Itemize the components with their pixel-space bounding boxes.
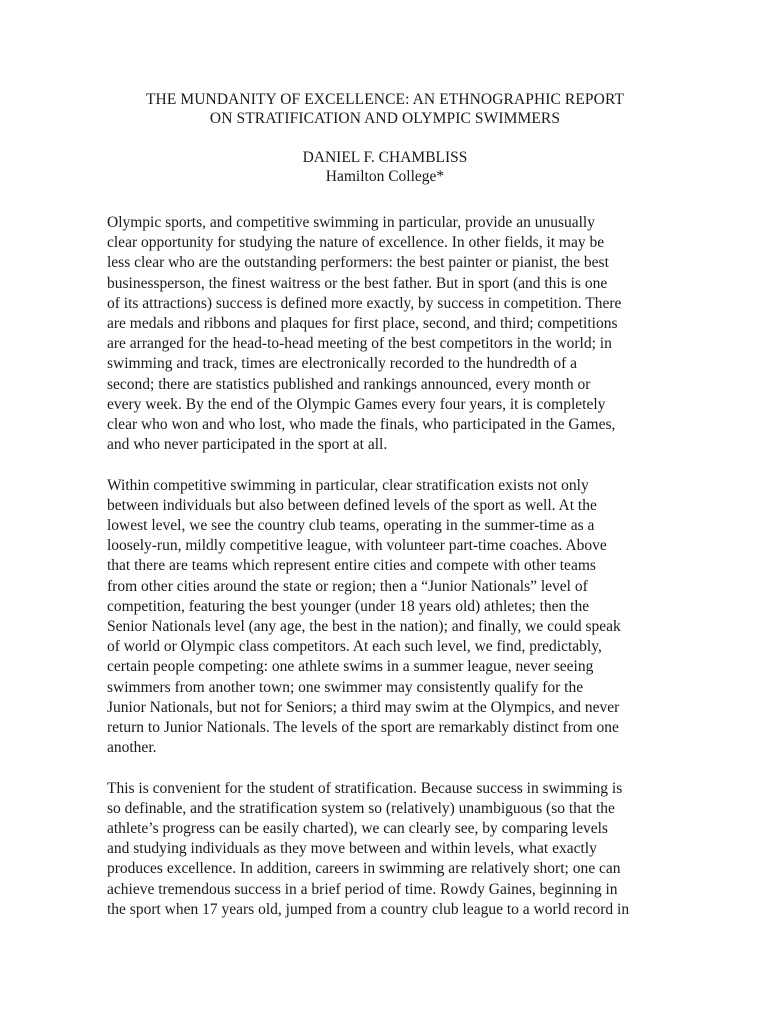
text-line: return to Junior Nationals. The levels of the sport are remarkably distinct from one bbox=[107, 719, 619, 737]
paragraph bbox=[107, 213, 663, 455]
title-line: ON STRATIFICATION AND OLYMPIC SWIMMERS bbox=[209, 110, 561, 127]
body-text bbox=[107, 213, 663, 920]
text-line: between individuals but also between defined levels of the sport as well. At the bbox=[107, 496, 597, 514]
text-line: This is convenient for the student of stratification. Because success in swimming is bbox=[107, 779, 623, 797]
author-affiliation: Hamilton College* bbox=[325, 168, 445, 185]
text-line: of world or Olympic class competitors. At each such level, we find, predictably, bbox=[107, 638, 602, 656]
text-line: of its attractions) success is defined more exactly, by success in competition. There bbox=[107, 294, 622, 312]
text-line: loosely-run, mildly competitive league, with volunteer part-time coaches. Above bbox=[107, 537, 607, 555]
text-line: that there are teams which represent entire cities and compete with other teams bbox=[107, 557, 596, 575]
text-line: and studying individuals as they move between and within levels, what exactly bbox=[107, 840, 597, 858]
text-line: swimming and track, times are electronically recorded to the hundredth of a bbox=[107, 355, 577, 373]
text-line: Senior Nationals level (any age, the best in the nation); and finally, we could speak bbox=[107, 618, 621, 636]
text-line: from other cities around the state or region; then a “Junior Nationals” level of bbox=[107, 577, 588, 595]
text-line: businessperson, the finest waitress or the best father. But in sport (and this is one bbox=[107, 274, 608, 292]
title-line: THE MUNDANITY OF EXCELLENCE: AN ETHNOGRAPHIC REPORT bbox=[145, 91, 625, 108]
paper-page bbox=[107, 90, 663, 940]
text-line: Junior Nationals, but not for Seniors; a third may swim at the Olympics, and never bbox=[107, 698, 620, 716]
author-name: DANIEL F. CHAMBLISS bbox=[302, 149, 468, 166]
paper-title bbox=[107, 90, 663, 128]
text-line: so definable, and the stratification system so (relatively) unambiguous (so that the bbox=[107, 799, 615, 817]
text-line: Within competitive swimming in particular, clear stratification exists not only bbox=[107, 476, 589, 494]
text-line: every week. By the end of the Olympic Games every four years, it is completely bbox=[107, 395, 606, 413]
paragraph bbox=[107, 476, 663, 759]
text-line: athlete’s progress can be easily charted), we can clearly see, by comparing levels bbox=[107, 820, 608, 838]
text-line: the sport when 17 years old, jumped from a country club league to a world record in bbox=[107, 900, 630, 918]
paragraph bbox=[107, 779, 663, 920]
text-line: are arranged for the head-to-head meeting of the best competitors in the world; in bbox=[107, 335, 612, 353]
text-line: clear who won and who lost, who made the finals, who participated in the Games, bbox=[107, 416, 616, 434]
text-line: swimmers from another town; one swimmer may consistently qualify for the bbox=[107, 678, 584, 696]
text-line: achieve tremendous success in a brief period of time. Rowdy Gaines, beginning in bbox=[107, 880, 618, 898]
text-line: another. bbox=[107, 739, 157, 757]
text-line: and who never participated in the sport at all. bbox=[107, 436, 388, 454]
text-line: produces excellence. In addition, careers in swimming are relatively short; one can bbox=[107, 860, 621, 878]
text-line: certain people competing: one athlete swims in a summer league, never seeing bbox=[107, 658, 594, 676]
text-line: competition, featuring the best younger (under 18 years old) athletes; then the bbox=[107, 597, 590, 615]
text-line: clear opportunity for studying the nature of excellence. In other fields, it may be bbox=[107, 234, 605, 252]
text-line: lowest level, we see the country club teams, operating in the summer-time as a bbox=[107, 517, 595, 535]
text-line: are medals and ribbons and plaques for first place, second, and third; competitions bbox=[107, 315, 618, 333]
text-line: less clear who are the outstanding performers: the best painter or pianist, the best bbox=[107, 254, 609, 272]
text-line: second; there are statistics published and rankings announced, every month or bbox=[107, 375, 591, 393]
text-line: Olympic sports, and competitive swimming in particular, provide an unusually bbox=[107, 214, 595, 231]
